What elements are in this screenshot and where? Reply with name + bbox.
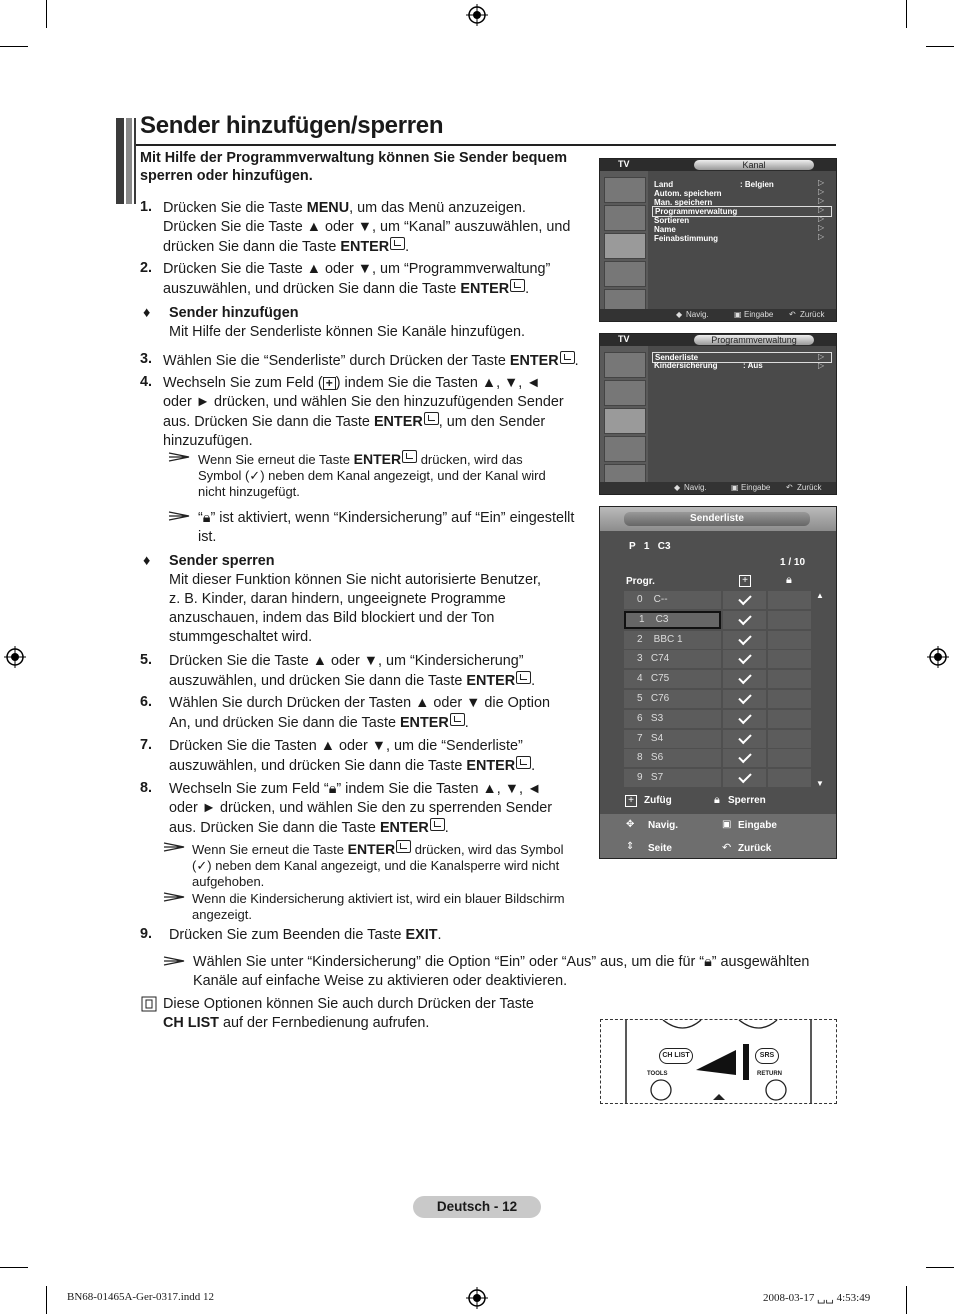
- add-cell[interactable]: [723, 611, 766, 629]
- step-6-text: Wählen Sie durch Drücken der Tasten ▲ oder ▼ die Option An, und drücken Sie dann die Taste ENTER .: [169, 695, 550, 731]
- tv-label: TV: [618, 334, 630, 344]
- note-arrow-icon: [163, 956, 185, 966]
- current-channel: P 1 C3: [629, 541, 671, 552]
- note-arrow-icon: [163, 842, 185, 852]
- lock-cell[interactable]: [768, 710, 811, 728]
- nav-icon: ◆: [674, 483, 681, 492]
- enter-icon: ▣: [731, 483, 739, 492]
- nav-icon: ✥: [626, 819, 635, 830]
- note-3-text: Wenn Sie erneut die Taste ENTER drücken, wird das Symbol (✓) neben dem Kanal angezeigt, und die Kanalsperre wird nicht aufgehoben.: [192, 841, 564, 889]
- menu-item-sortieren[interactable]: Sortieren: [654, 216, 690, 225]
- add-cell[interactable]: [723, 769, 766, 787]
- add-plus-icon: +: [323, 377, 336, 390]
- note-arrow-icon: [168, 452, 190, 462]
- page-number: Deutsch - 12: [413, 1196, 541, 1218]
- registration-mark-icon: [927, 646, 949, 668]
- note-arrow-icon: [163, 892, 185, 902]
- list-item[interactable]: 2 BBC 1: [624, 631, 721, 649]
- menu-item-programmverwaltung[interactable]: Programmverwaltung: [652, 206, 832, 217]
- check-icon: [738, 631, 751, 644]
- picture-icon: [604, 352, 646, 378]
- lock-cell[interactable]: [768, 591, 811, 609]
- return-icon: ↶: [789, 310, 796, 319]
- land-value: : Belgien: [740, 180, 774, 189]
- page-indicator: 1 / 10: [780, 557, 806, 568]
- picture-icon: [604, 177, 646, 203]
- foot-enter: Eingabe: [741, 483, 771, 492]
- enter-icon: [390, 237, 405, 250]
- intro-text: Mit Hilfe der Programmverwaltung können Sie Sender bequem sperren oder hinzufügen.: [140, 150, 568, 184]
- add-cell[interactable]: [723, 670, 766, 688]
- note-5-text: Wählen Sie unter “Kindersicherung” die Option “Ein” oder “Aus” aus, um die für “🔒︎” ausgewählten Kanäle auf einfache Weise zu aktivieren oder deaktivieren.: [193, 954, 810, 989]
- registration-mark-icon: [466, 4, 488, 26]
- lock-cell[interactable]: [768, 611, 811, 629]
- foot-nav: Navig.: [684, 483, 707, 492]
- bullet: ♦: [143, 553, 151, 569]
- check-icon: [738, 711, 751, 724]
- lock-cell[interactable]: [768, 631, 811, 649]
- setup-icon: [604, 261, 646, 287]
- print-timestamp: 2008-03-17 ␣␣ 4:53:49: [763, 1292, 871, 1304]
- check-icon: [738, 671, 751, 684]
- lock-cell[interactable]: [768, 749, 811, 767]
- registration-mark-icon: [4, 646, 26, 668]
- add-section: Sender hinzufügen Mit Hilfe der Senderliste können Sie Kanäle hinzufügen.: [169, 305, 525, 340]
- step-number: 7.: [140, 737, 153, 753]
- foot-nav: Navig.: [648, 820, 679, 831]
- tv-screen-kanal: [599, 158, 837, 322]
- foot-enter: Eingabe: [744, 310, 774, 319]
- nav-icon: ◆: [676, 310, 683, 319]
- step-7-text: Drücken Sie die Tasten ▲ oder ▼, um die “Senderliste” auszuwählen, und drücken Sie dann die Taste ENTER .: [169, 738, 536, 774]
- lock-icon: 🔒︎: [202, 510, 211, 526]
- list-item[interactable]: 9 S7: [624, 769, 721, 787]
- menu-item-senderliste[interactable]: Senderliste: [652, 352, 832, 363]
- add-cell[interactable]: [723, 710, 766, 728]
- lock-cell[interactable]: [768, 730, 811, 748]
- lock-icon: 🔒︎: [786, 574, 792, 586]
- list-item[interactable]: 3 C74: [624, 650, 721, 668]
- kindersicherung-value: : Aus: [743, 361, 763, 370]
- title-rule: [136, 144, 836, 146]
- add-cell[interactable]: [723, 749, 766, 767]
- check-icon: ✓: [196, 858, 208, 873]
- enter-icon: [430, 818, 445, 831]
- ch-list-button[interactable]: CH LIST: [659, 1048, 693, 1064]
- enter-icon: [424, 412, 439, 425]
- submenu-arrow-icon: ▷ ▷ ▷ ▷ ▷ ▷ ▷: [818, 178, 825, 241]
- step-number: 4.: [140, 374, 153, 390]
- tip-note-icon: [141, 996, 157, 1012]
- enter-icon: ▣: [734, 310, 742, 319]
- srs-button[interactable]: SRS: [755, 1048, 779, 1064]
- add-cell[interactable]: [723, 730, 766, 748]
- note-4-text: Wenn die Kindersicherung aktiviert ist, wird ein blauer Bildschirm angezeigt.: [192, 891, 565, 922]
- enter-icon: [516, 756, 531, 769]
- lock-label: Sperren: [728, 795, 766, 806]
- step-9-text: Drücken Sie zum Beenden die Taste EXIT.: [169, 927, 442, 943]
- enter-icon: [516, 671, 531, 684]
- foot-page: Seite: [648, 843, 672, 854]
- menu-item-land[interactable]: Land: [654, 180, 674, 189]
- lock-icon: 🔒︎: [328, 781, 337, 797]
- list-header: Senderliste: [624, 512, 810, 526]
- add-plus-icon: +: [625, 795, 637, 807]
- step-5-text: Drücken Sie die Taste ▲ oder ▼, um “Kindersicherung” auszuwählen, und drücken Sie dann die Taste ENTER .: [169, 653, 536, 689]
- tv-label: TV: [618, 159, 630, 169]
- note-2-text: “🔒︎” ist aktiviert, wenn “Kindersicherung” auf “Ein” eingestellt ist.: [198, 510, 575, 545]
- note-1-text: Wenn Sie erneut die Taste ENTER drücken, wird das Symbol (✓) neben dem Kanal angezeigt, und der Kanal wird nicht hinzugefügt.: [198, 451, 546, 499]
- add-cell[interactable]: [723, 690, 766, 708]
- registration-mark-icon: [466, 1287, 488, 1309]
- menu-item-name[interactable]: Name: [654, 225, 676, 234]
- add-cell[interactable]: [723, 631, 766, 649]
- step-2-text: Drücken Sie die Taste ▲ oder ▼, um “Programmverwaltung” auszuwählen, und drücken Sie dann die Taste ENTER .: [163, 261, 551, 297]
- list-item[interactable]: 0 C--: [624, 591, 721, 609]
- enter-icon: ▣: [722, 819, 732, 830]
- print-filename: BN68-01465A-Ger-0317.indd 12: [67, 1291, 215, 1303]
- step-number: 9.: [140, 926, 153, 942]
- lock-cell[interactable]: [768, 769, 811, 787]
- foot-back: Zurück: [738, 843, 772, 854]
- menu-header: Programmverwaltung: [694, 335, 814, 345]
- lock-icon: 🔒︎: [714, 794, 720, 806]
- lock-icon: 🔒︎: [704, 954, 712, 970]
- list-item[interactable]: 4 C75: [624, 670, 721, 688]
- tip-text: Diese Optionen können Sie auch durch Drücken der Taste CH LIST auf der Fernbedienung aufrufen.: [163, 996, 534, 1031]
- sound-icon: [604, 380, 646, 406]
- channel-icon[interactable]: [604, 408, 646, 434]
- scroll-down-icon[interactable]: ▼: [816, 779, 824, 788]
- menu-item-autom-speichern[interactable]: Autom. speichern: [654, 189, 722, 198]
- list-item[interactable]: 8 S6: [624, 749, 721, 767]
- step-3-text: Wählen Sie die “Senderliste” durch Drücken der Taste ENTER .: [163, 353, 579, 369]
- foot-enter: Eingabe: [738, 820, 777, 831]
- add-label: Zufüg: [644, 795, 672, 806]
- add-cell[interactable]: [723, 591, 766, 609]
- menu-item-feinabstimmung[interactable]: Feinabstimmung: [654, 234, 719, 243]
- setup-icon: [604, 436, 646, 462]
- menu-header: Kanal: [694, 160, 814, 170]
- step-number: 3.: [140, 351, 153, 367]
- step-number: 6.: [140, 694, 153, 710]
- enter-icon: [396, 840, 411, 853]
- tv-screen-programmverwaltung: [599, 333, 837, 495]
- list-item[interactable]: 7 S4: [624, 730, 721, 748]
- foot-back: Zurück: [800, 310, 825, 319]
- foot-nav: Navig.: [686, 310, 709, 319]
- step-1-text: Drücken Sie die Taste MENU, um das Menü anzuzeigen. Drücken Sie die Taste ▲ oder ▼, um “Kanal” auszuwählen, und drücken Sie dann die Taste ENTER .: [163, 200, 571, 255]
- return-icon: ↶: [722, 842, 732, 854]
- check-icon: [738, 730, 751, 743]
- step-number: 2.: [140, 260, 153, 276]
- enter-icon: [402, 450, 417, 463]
- step-number: 8.: [140, 780, 153, 796]
- column-header: Progr.: [626, 576, 655, 587]
- note-arrow-icon: [168, 511, 190, 521]
- check-icon: [738, 770, 751, 783]
- lock-cell[interactable]: [768, 670, 811, 688]
- check-icon: ✓: [249, 468, 261, 483]
- add-plus-icon: +: [739, 575, 751, 587]
- lock-cell[interactable]: [768, 650, 811, 668]
- step-number: 5.: [140, 652, 153, 668]
- check-icon: [738, 612, 751, 625]
- list-item[interactable]: 6 S3: [624, 710, 721, 728]
- list-item[interactable]: 5 C76: [624, 690, 721, 708]
- lock-cell[interactable]: [768, 690, 811, 708]
- menu-item-kindersicherung[interactable]: Kindersicherung: [654, 361, 718, 370]
- check-icon: [738, 691, 751, 704]
- list-item[interactable]: 1 C3: [624, 611, 721, 629]
- channel-icon[interactable]: [604, 233, 646, 259]
- tv-screen-senderliste: [599, 506, 837, 859]
- enter-icon: [450, 713, 465, 726]
- return-icon: ↶: [786, 483, 793, 492]
- check-icon: [738, 651, 751, 664]
- bullet: ♦: [143, 305, 151, 321]
- tools-label: TOOLS: [647, 1071, 668, 1077]
- add-cell[interactable]: [723, 650, 766, 668]
- check-icon: [738, 750, 751, 763]
- step-number: 1.: [140, 199, 153, 215]
- check-icon: [738, 592, 751, 605]
- foot-back: Zurück: [797, 483, 822, 492]
- lock-section: Sender sperren Mit dieser Funktion können Sie nicht autorisierte Benutzer, z. B. Kinder, daran hindern, ungeeignete Programme anzuschauen, indem das Bild blockiert und der Ton stummgeschaltet wird.: [169, 553, 541, 645]
- submenu-arrow-icon: ▷ ▷: [818, 352, 825, 370]
- menu-item-man-speichern[interactable]: Man. speichern: [654, 198, 713, 207]
- scroll-up-icon[interactable]: ▲: [816, 591, 824, 600]
- page-title: Sender hinzufügen/sperren: [140, 112, 444, 139]
- enter-icon: [510, 279, 525, 292]
- page-updown-icon: ⇕: [626, 841, 635, 852]
- return-label: RETURN: [757, 1071, 782, 1077]
- step-4-text: Wechseln Sie zum Feld ( + ) indem Sie die Tasten ▲, ▼, ◄ oder ► drücken, und wählen Sie den hinzuzufügenden Sender aus. Drücken Sie dann die Taste ENTER , um den Sender hinzuzufügen.: [163, 375, 564, 449]
- sound-icon: [604, 205, 646, 231]
- remote-control-image: [600, 1019, 837, 1104]
- enter-icon: [560, 351, 575, 364]
- step-8-text: Wechseln Sie zum Feld “🔒︎” indem Sie die Tasten ▲, ▼, ◄ oder ► drücken, und wählen Sie den zu sperrenden Sender aus. Drücken Sie dann die Taste ENTER .: [169, 781, 553, 836]
